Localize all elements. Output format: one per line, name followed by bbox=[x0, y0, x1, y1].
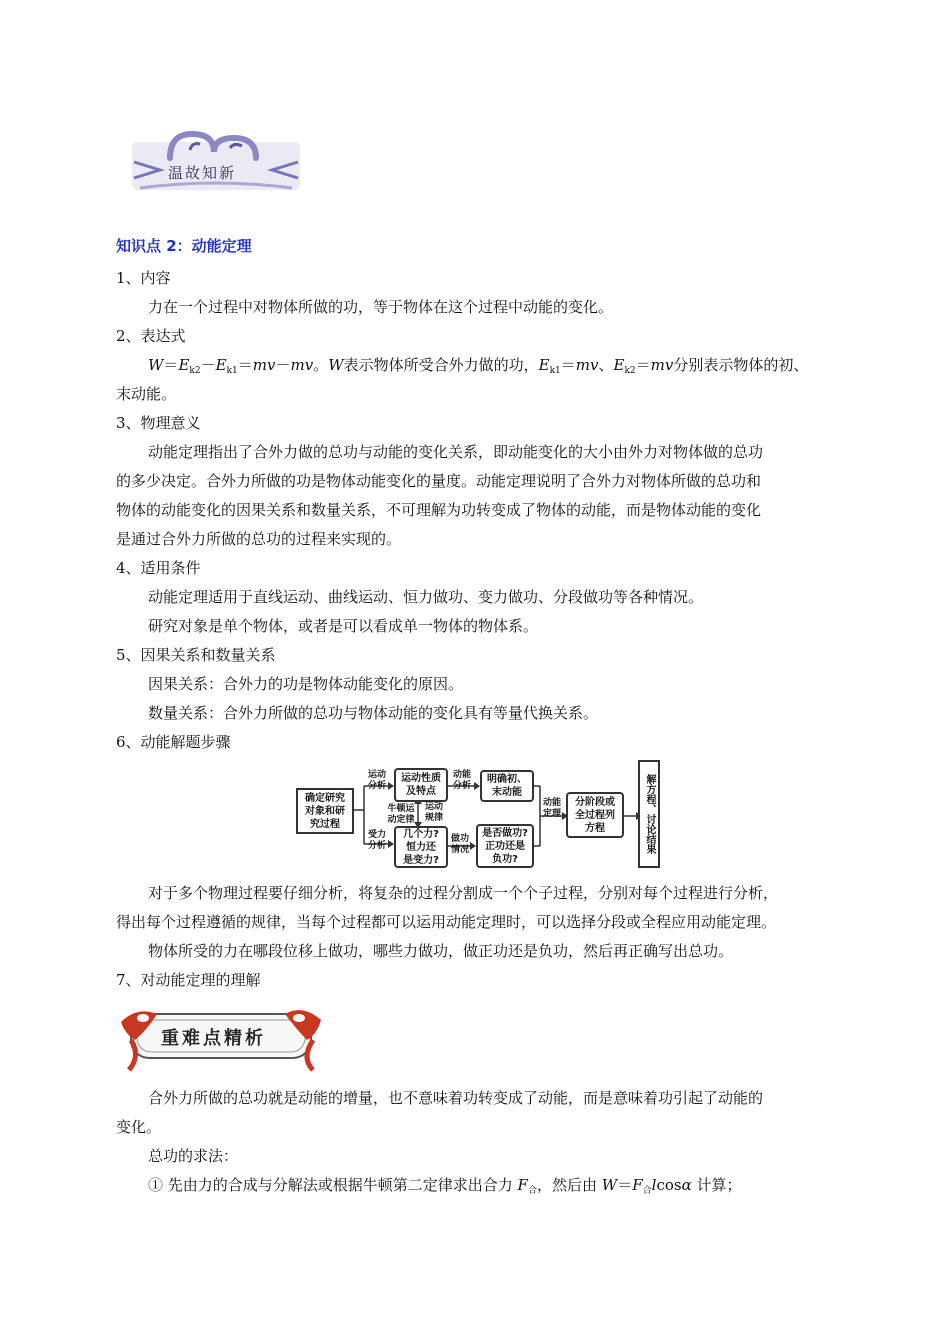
section-6-line: 对于多个物理过程要仔细分析，将复杂的过程分割成一个个子过程，分别对每个过程进行分析， bbox=[148, 884, 779, 902]
tag-theorem bbox=[540, 798, 564, 820]
flow-text: 确定研究 bbox=[305, 792, 345, 804]
section-2-text-cont: 末动能。 bbox=[116, 385, 177, 403]
formula-mv: mv bbox=[252, 356, 276, 374]
step-box-start bbox=[296, 788, 354, 834]
flow-text: 规律 bbox=[424, 813, 443, 823]
review-banner-label: 温故知新 bbox=[168, 164, 237, 182]
formula-alpha: α bbox=[681, 1176, 692, 1194]
flow-text: 运动 bbox=[367, 770, 386, 780]
section-4-heading: 4、适用条件 bbox=[116, 559, 201, 577]
tag-force bbox=[366, 830, 388, 852]
formula-minus: － bbox=[200, 356, 216, 374]
section-6-line: 得出每个过程遵循的规律，当每个过程都可以运用动能定理时，可以选择分段或全程应用动能定理。 bbox=[116, 913, 777, 931]
formula-e: E bbox=[215, 356, 227, 374]
step-box-solve: 解方程、讨论结果 bbox=[638, 760, 660, 868]
formula-sub: k2 bbox=[624, 366, 636, 376]
formula-mv: mv bbox=[575, 356, 599, 374]
flow-text: 方程 bbox=[585, 822, 605, 834]
formula-line bbox=[148, 355, 808, 381]
section-3-line: 动能定理指出了合外力做的总功与动能的变化关系，即动能变化的大小由外力对物体做的总功 bbox=[148, 443, 764, 461]
formula-text: 分别 bbox=[673, 356, 704, 374]
flow-text: 明确初、 bbox=[487, 774, 527, 785]
formula-e: E bbox=[538, 356, 550, 374]
flow-text: 是否做功? bbox=[482, 827, 528, 839]
section-5-heading: 5、因果关系和数量关系 bbox=[116, 646, 276, 664]
section-7-line: 总功的求法： bbox=[148, 1147, 239, 1165]
section-3-line: 是通过合外力所做的总功的过程来实现的。 bbox=[116, 530, 402, 548]
section-6-heading: 6、动能解题步骤 bbox=[116, 733, 231, 751]
formula-punct: 、 bbox=[598, 356, 614, 374]
formula-eq: ＝ bbox=[560, 356, 576, 374]
step-box-equation bbox=[566, 792, 624, 838]
section-4-line: 动能定理适用于直线运动、曲线运动、恒力做功、变力做功、分段做功等各种情况。 bbox=[148, 588, 704, 606]
method-text: ，然后由 bbox=[536, 1176, 602, 1194]
section-5-line: 数量关系：合外力所做的总功与物体动能的变化具有等量代换关系。 bbox=[148, 704, 599, 722]
flow-text: 究过程 bbox=[310, 818, 340, 830]
formula-cos: cos bbox=[656, 1176, 682, 1194]
formula-w: W bbox=[328, 356, 344, 374]
step-box-force bbox=[394, 826, 448, 868]
formula-eq: ＝ bbox=[617, 1176, 633, 1194]
tag-ke bbox=[450, 770, 474, 792]
formula-eq: ＝ bbox=[237, 356, 253, 374]
step-box-motion bbox=[394, 768, 448, 802]
method-text: 计算； bbox=[691, 1176, 742, 1194]
section-4-line: 研究对象是单个物体，或者是可以看成单一物体的物体系。 bbox=[148, 617, 539, 635]
solving-steps-flowchart bbox=[294, 758, 662, 870]
formula-sub: k1 bbox=[549, 366, 561, 376]
flow-text: 全过程列 bbox=[575, 809, 615, 821]
flow-text: 动定律 bbox=[387, 815, 415, 825]
section-5-line: 因果关系：合外力的功是物体动能变化的原因。 bbox=[148, 675, 464, 693]
section-1-heading: 1、内容 bbox=[116, 269, 171, 287]
flow-text: 动能 bbox=[452, 770, 471, 780]
flow-text: 做功 bbox=[450, 834, 469, 844]
formula-punct: 。 bbox=[313, 356, 329, 374]
flow-text: 运动性质 bbox=[401, 773, 441, 784]
section-3-line: 物体的动能变化的因果关系和数量关系，不可理解为功转变成了物体的动能，而是物体动能的变化 bbox=[116, 501, 762, 519]
flow-text: 几个力? bbox=[403, 828, 439, 840]
section-3-heading: 3、物理意义 bbox=[116, 414, 201, 432]
flow-text: 情况 bbox=[450, 845, 469, 855]
section-7-line: 变化。 bbox=[116, 1118, 162, 1136]
formula-sub: k1 bbox=[226, 366, 238, 376]
flow-text: 是变力? bbox=[403, 854, 439, 866]
key-points-banner-label: 重难点精析 bbox=[161, 1028, 266, 1049]
flow-text: 分阶段或 bbox=[575, 796, 615, 808]
formula-mv: mv bbox=[290, 356, 314, 374]
flow-text: 运动 bbox=[424, 802, 443, 812]
formula-sub: 合 bbox=[527, 1186, 537, 1196]
flow-text: 分析 bbox=[367, 781, 386, 791]
formula-eq: ＝ bbox=[163, 356, 179, 374]
flow-text: 末动能 bbox=[492, 787, 522, 798]
formula-text: 表示物体所受合外力做的功， bbox=[343, 356, 539, 374]
section-2-heading: 2、表达式 bbox=[116, 327, 186, 345]
formula-e: E bbox=[178, 356, 190, 374]
review-banner bbox=[130, 128, 302, 192]
flow-text: 恒力还 bbox=[406, 841, 436, 853]
formula-w: W bbox=[601, 1176, 618, 1194]
section-3-line: 的多少决定。合外力所做的功是物体动能变化的量度。动能定理说明了合外力对物体所做的总功和 bbox=[116, 472, 762, 490]
flow-text: 定理 bbox=[542, 809, 561, 819]
formula-minus: － bbox=[275, 356, 291, 374]
method-text: ① 先由力的合成与分解法或根据牛顿第二定律求出合力 bbox=[148, 1176, 518, 1194]
section-1-text: 力在一个过程中对物体所做的功，等于物体在这个过程中动能的变化。 bbox=[148, 298, 614, 316]
step-box-ke bbox=[480, 770, 534, 802]
formula-e: E bbox=[613, 356, 625, 374]
knowledge-point-title: 知识点 2：动能定理 bbox=[116, 237, 252, 255]
flow-text: 正功还是 bbox=[485, 840, 525, 852]
formula-sub: k2 bbox=[189, 366, 201, 376]
key-points-banner bbox=[117, 1000, 325, 1072]
section-7-line: 合外力所做的总功就是动能的增量，也不意味着功转变成了动能，而是意味着功引起了动能的 bbox=[148, 1089, 764, 1107]
formula-f: F bbox=[517, 1176, 528, 1194]
formula-l: l bbox=[651, 1176, 657, 1194]
formula-text: 表示物体的初、 bbox=[703, 356, 809, 374]
formula-sub: 合 bbox=[642, 1186, 652, 1196]
tag-work bbox=[448, 834, 472, 856]
flow-text: 对象和研 bbox=[305, 805, 345, 817]
tag-newton bbox=[386, 804, 416, 826]
flow-text: 牛顿运 bbox=[387, 804, 415, 814]
formula-eq: ＝ bbox=[635, 356, 651, 374]
tag-rule bbox=[422, 802, 446, 824]
flow-text: 及特点 bbox=[406, 786, 436, 797]
flow-text: 分析 bbox=[452, 781, 471, 791]
formula-mv: mv bbox=[650, 356, 674, 374]
flow-text: 受力 bbox=[367, 830, 386, 840]
tag-motion bbox=[366, 770, 388, 792]
flow-text: 动能 bbox=[542, 798, 561, 808]
section-7-heading: 7、对动能定理的理解 bbox=[116, 971, 261, 989]
flow-text: 分析 bbox=[367, 841, 386, 851]
section-6-line: 物体所受的力在哪段位移上做功，哪些力做功，做正功还是负功，然后再正确写出总功。 bbox=[148, 942, 734, 960]
flow-text: 负功? bbox=[492, 853, 518, 865]
formula-f: F bbox=[632, 1176, 643, 1194]
step-box-work bbox=[476, 824, 534, 868]
section-7-method-line bbox=[148, 1175, 742, 1201]
formula-w: W bbox=[148, 356, 164, 374]
